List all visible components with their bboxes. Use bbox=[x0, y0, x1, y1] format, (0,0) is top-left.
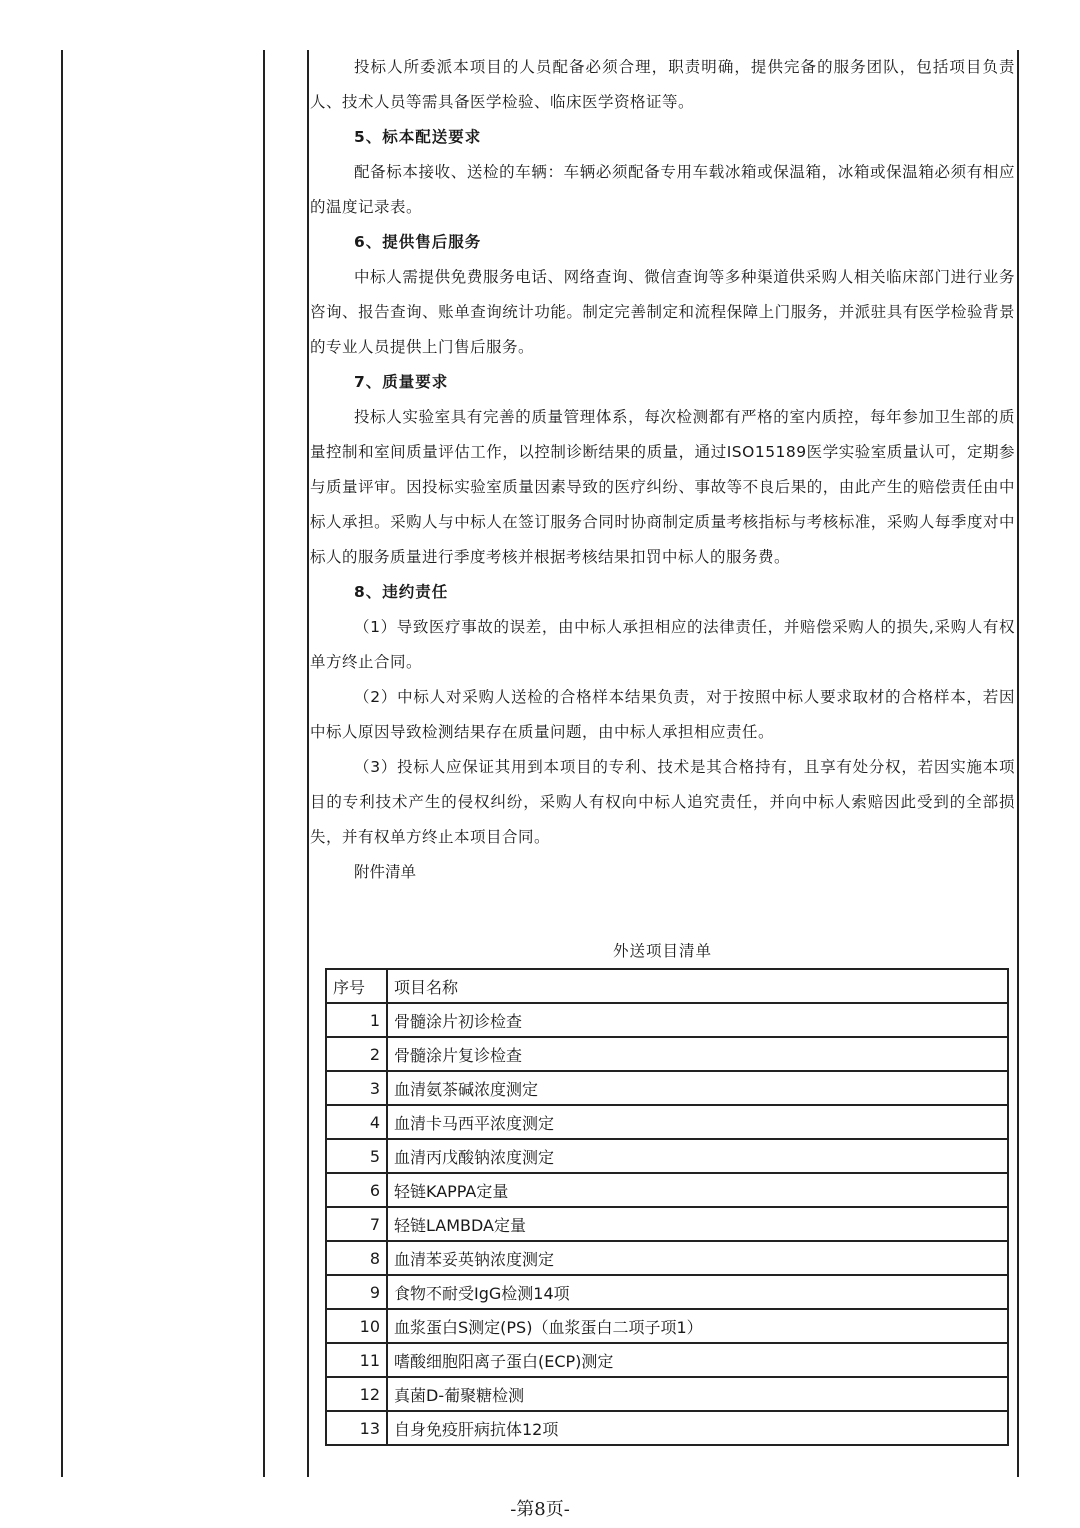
row-item-name: 骨髓涂片初诊检查 bbox=[387, 1003, 1008, 1037]
paragraph-breach-1: （1）导致医疗事故的误差，由中标人承担相应的法律责任，并赔偿采购人的损失,采购人有权单方终止合同。 bbox=[310, 618, 1015, 671]
row-seq: 13 bbox=[326, 1411, 387, 1445]
page-border-content-left bbox=[307, 50, 309, 1477]
table-row bbox=[326, 1139, 1008, 1173]
page-border-right bbox=[1017, 50, 1019, 1477]
table-row bbox=[326, 1003, 1008, 1037]
paragraph-breach-3: （3）投标人应保证其用到本项目的专利、技术是其合格持有，且享有处分权，若因实施本项目的专利技术产生的侵权纠纷，采购人有权向中标人追究责任，并向中标人索赔因此受到的全部损失，并有权单方终止本项目合同。 bbox=[310, 758, 1015, 846]
row-seq: 7 bbox=[326, 1207, 387, 1241]
attachment-list-label: 附件清单 bbox=[354, 863, 417, 881]
row-seq: 10 bbox=[326, 1309, 387, 1343]
paragraph-quality: 投标人实验室具有完善的质量管理体系，每次检测都有严格的室内质控，每年参加卫生部的质量控制和室间质量评估工作，以控制诊断结果的质量，通过ISO15189医学实验室质量认可，定期参与质量评审。因投标实验室质量因素导致的医疗纠纷、事故等不良后果的，由此产生的赔偿责任由中标人承担。采购人与中标人在签订服务合同时协商制定质量考核指标与考核标准，采购人每季度对中标人的服务质量进行季度考核并根据考核结果扣罚中标人的服务费。 bbox=[310, 408, 1015, 566]
header-seq: 序号 bbox=[326, 969, 387, 1003]
row-item-name: 真菌D-葡聚糖检测 bbox=[387, 1377, 1008, 1411]
paragraph-breach-2: （2）中标人对采购人送检的合格样本结果负责，对于按照中标人要求取材的合格样本，若因中标人原因导致检测结果存在质量问题，由中标人承担相应责任。 bbox=[310, 688, 1015, 741]
table-row bbox=[326, 1343, 1008, 1377]
row-seq: 12 bbox=[326, 1377, 387, 1411]
section-heading-5: 5、标本配送要求 bbox=[354, 128, 482, 146]
paragraph-after-sales: 中标人需提供免费服务电话、网络查询、微信查询等多种渠道供采购人相关临床部门进行业务咨询、报告查询、账单查询统计功能。制定完善制定和流程保障上门服务，并派驻具有医学检验背景的专业人员提供上门售后服务。 bbox=[310, 268, 1015, 356]
row-seq: 9 bbox=[326, 1275, 387, 1309]
row-item-name: 自身免疫肝病抗体12项 bbox=[387, 1411, 1008, 1445]
table-row bbox=[326, 1207, 1008, 1241]
table-row bbox=[326, 1037, 1008, 1071]
row-item-name: 血清苯妥英钠浓度测定 bbox=[387, 1241, 1008, 1275]
outsourced-items-table bbox=[325, 968, 1009, 1446]
row-seq: 8 bbox=[326, 1241, 387, 1275]
table-row bbox=[326, 1309, 1008, 1343]
row-seq: 3 bbox=[326, 1071, 387, 1105]
page-border-middle bbox=[263, 50, 265, 1477]
section-heading-7: 7、质量要求 bbox=[354, 373, 449, 391]
table-row bbox=[326, 1173, 1008, 1207]
row-seq: 4 bbox=[326, 1105, 387, 1139]
row-item-name: 血清卡马西平浓度测定 bbox=[387, 1105, 1008, 1139]
table-row bbox=[326, 1275, 1008, 1309]
page-border-left bbox=[61, 50, 63, 1477]
row-item-name: 食物不耐受IgG检测14项 bbox=[387, 1275, 1008, 1309]
row-item-name: 轻链LAMBDA定量 bbox=[387, 1207, 1008, 1241]
header-item-name: 项目名称 bbox=[387, 969, 1008, 1003]
table-row bbox=[326, 1071, 1008, 1105]
document-body bbox=[310, 50, 1015, 890]
row-seq: 1 bbox=[326, 1003, 387, 1037]
row-seq: 6 bbox=[326, 1173, 387, 1207]
section-heading-6: 6、提供售后服务 bbox=[354, 233, 482, 251]
table-row bbox=[326, 1411, 1008, 1445]
paragraph-delivery: 配备标本接收、送检的车辆：车辆必须配备专用车载冰箱或保温箱，冰箱或保温箱必须有相应的温度记录表。 bbox=[310, 163, 1015, 216]
row-seq: 5 bbox=[326, 1139, 387, 1173]
paragraph-staffing: 投标人所委派本项目的人员配备必须合理，职责明确，提供完备的服务团队，包括项目负责人、技术人员等需具备医学检验、临床医学资格证等。 bbox=[310, 58, 1015, 111]
row-item-name: 轻链KAPPA定量 bbox=[387, 1173, 1008, 1207]
table-row bbox=[326, 1377, 1008, 1411]
row-seq: 2 bbox=[326, 1037, 387, 1071]
page-number: -第8页- bbox=[510, 1499, 570, 1520]
row-item-name: 血浆蛋白S测定(PS)（血浆蛋白二项子项1） bbox=[387, 1309, 1008, 1343]
row-item-name: 嗜酸细胞阳离子蛋白(ECP)测定 bbox=[387, 1343, 1008, 1377]
table-row bbox=[326, 1105, 1008, 1139]
table-caption: 外送项目清单 bbox=[612, 942, 712, 960]
section-heading-8: 8、违约责任 bbox=[354, 583, 449, 601]
row-item-name: 血清氨茶碱浓度测定 bbox=[387, 1071, 1008, 1105]
table-row bbox=[326, 1241, 1008, 1275]
row-seq: 11 bbox=[326, 1343, 387, 1377]
table-header-row bbox=[326, 969, 1008, 1003]
row-item-name: 血清丙戊酸钠浓度测定 bbox=[387, 1139, 1008, 1173]
row-item-name: 骨髓涂片复诊检查 bbox=[387, 1037, 1008, 1071]
